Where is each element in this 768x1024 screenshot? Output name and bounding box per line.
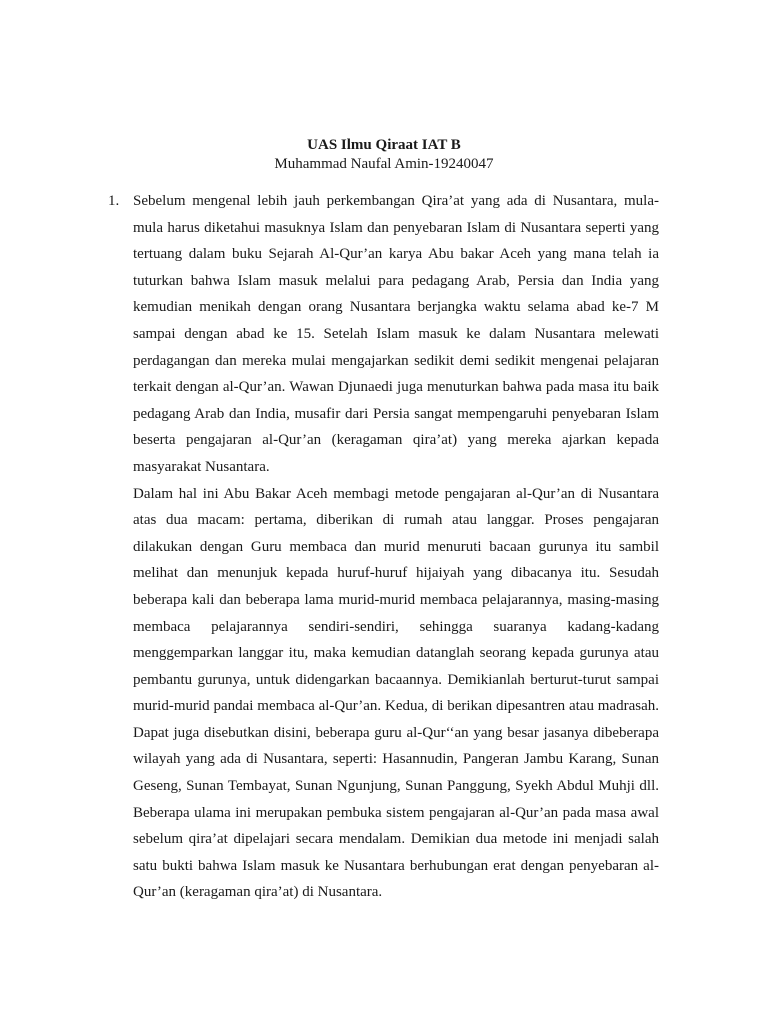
author-line: Muhammad Naufal Amin-19240047 xyxy=(274,156,494,172)
document-title: UAS Ilmu Qiraat IAT B xyxy=(307,137,461,153)
paragraph-2: Dalam hal ini Abu Bakar Aceh membagi metode pengajaran al-Qur’an di Nusantara atas dua macam: pertama, diberikan di rumah atau langgar. Proses pengajaran dilakukan dengan Guru membaca dan murid menuruti bacaan gurunya itu sambil melihat dan menunjuk kepada huruf-huruf hijaiyah yang dibacanya itu. Sesudah beberapa kali dan beberapa lama murid-murid membaca pelajarannya, masing-masing membaca pelajarannya sendiri-sendiri, sehingga suaranya kadang-kadang menggemparkan langgar itu, maka kemudian datanglah seorang kepada gurunya atau pembantu gurunya, untuk didengarkan bacaannya. Demikianlah berturut-turut sampai murid-murid pandai membaca al-Qur’an. Kedua, di berikan dipesantren atau madrasah. Dapat juga disebutkan disini, beberapa guru al-Qur‘‘an yang besar jasanya dibeberapa wilayah yang ada di Nusantara, seperti: Hasannudin, Pangeran Jambu Karang, Sunan Geseng, Sunan Tembayat, Sunan Ngunjung, Sunan Panggung, Syekh Abdul Muhji dll. Beberapa ulama ini merupakan pembuka sistem pengajaran al-Qur’an pada masa awal sebelum qira’at dipelajari secara mendalam. Demikian dua metode ini menjadi salah satu bukti bahwa Islam masuk ke Nusantara berhubungan erat dengan penyebaran al-Qur’an (keragaman qira’at) di Nusantara. xyxy=(133,485,659,901)
list-item-body xyxy=(133,188,659,906)
paragraph-1: Sebelum mengenal lebih jauh perkembangan Qira’at yang ada di Nusantara, mula-mula harus diketahui masuknya Islam dan penyebaran Islam di Nusantara seperti yang tertuang dalam buku Sejarah Al-Qur’an karya Abu bakar Aceh yang mana telah ia tuturkan bahwa Islam masuk melalui para pedagang Arab, Persia dan India yang kemudian menikah dengan orang Nusantara berjangka waktu selama abad ke-7 M sampai dengan abad ke 15. Setelah Islam masuk ke dalam Nusantara melewati perdagangan dan mereka mulai mengajarkan sedikit demi sedikit mengenai pelajaran terkait dengan al-Qur’an. Wawan Djunaedi juga menuturkan bahwa pada masa itu baik pedagang Arab dan India, musafir dari Persia sangat mempengaruhi penyebaran Islam beserta pengajaran al-Qur’an (keragaman qira’at) yang mereka ajarkan kepada masyarakat Nusantara. xyxy=(133,193,659,475)
list-item-number: 1. xyxy=(108,193,120,209)
